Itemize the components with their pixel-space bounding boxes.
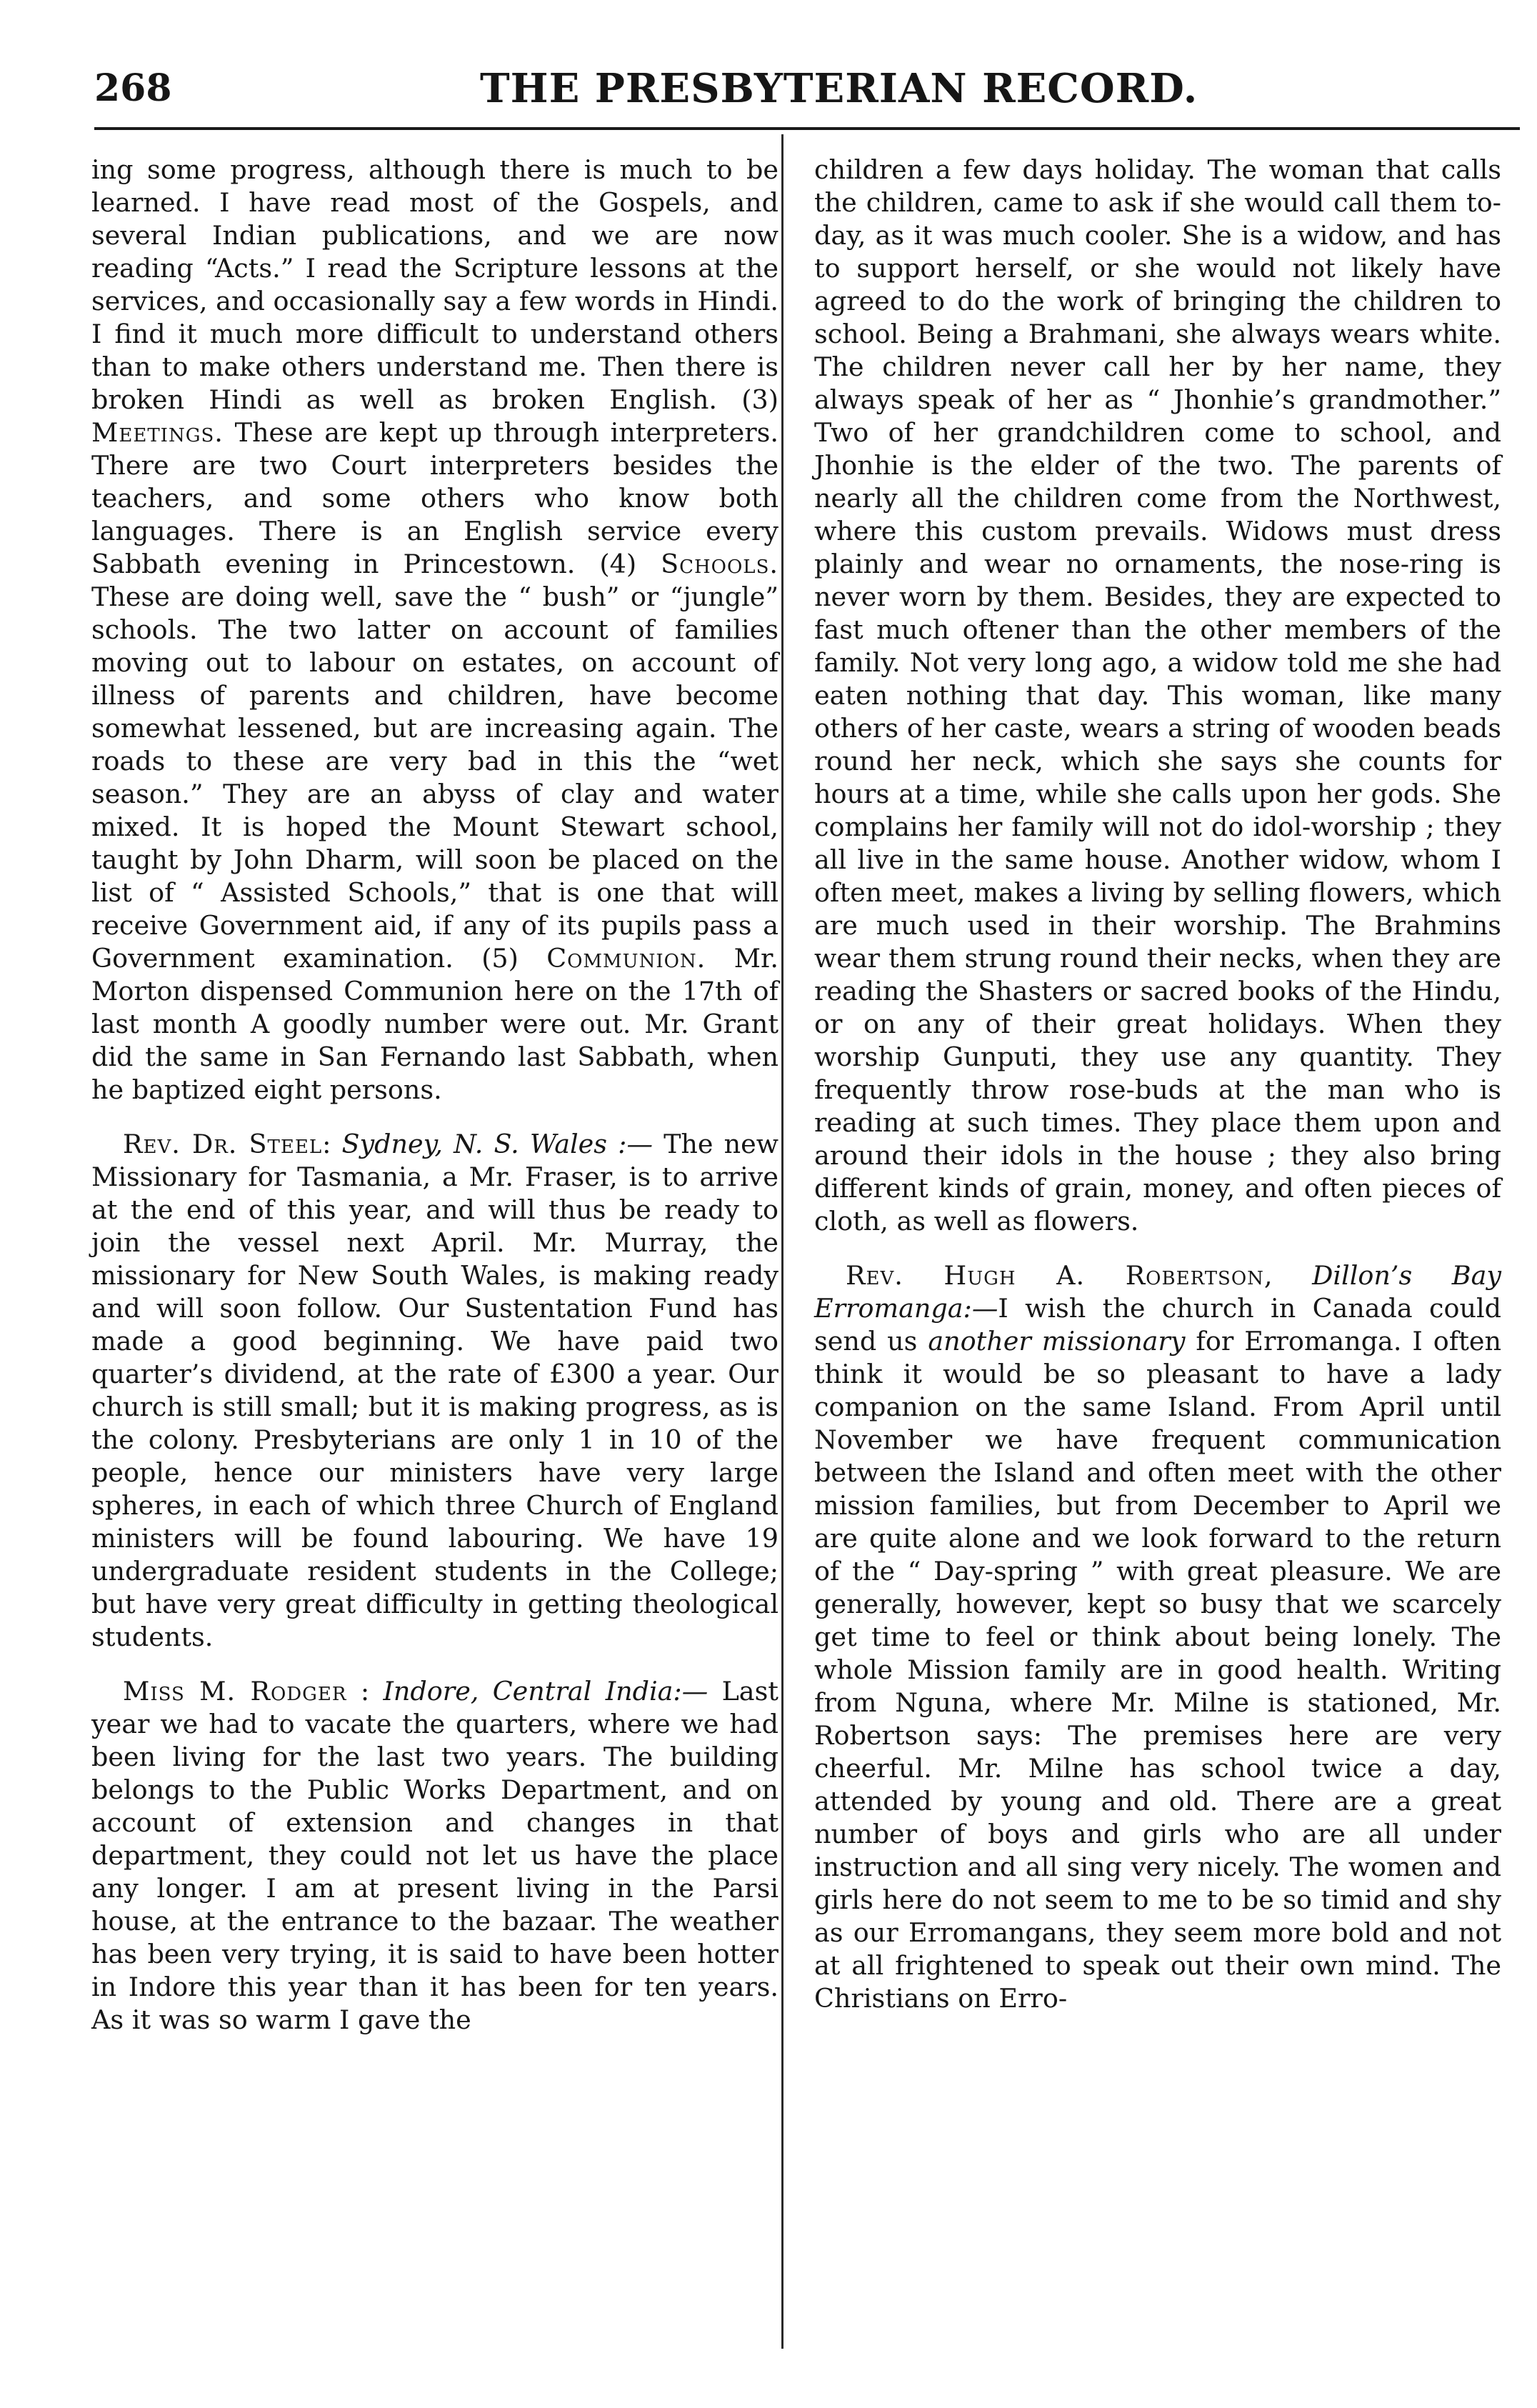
rodger-letter-continuation: children a few days holiday. The woman that calls the children, came to ask if she would call them to-day, as it was much cooler. She is a widow, and has to support herself, or she would not likely have agreed to do the work of bringing the children to school. Being a Brahmani, she always wears white. The children never call her by her name, they always speak of her as “ Jhonhie’s grandmother.” Two of her grandchildren come to school, and Jhonhie is the elder of the two. The parents of nearly all the children come from the Northwest, where this custom prevails. Widows must dress plainly and wear no ornaments, the nose-ring is never worn by them. Besides, they are expected to fast much oftener than the other members of the family. Not very long ago, a widow told me she had eaten nothing that day. This woman, like many others of her caste, wears a string of wooden beads round her neck, which she says she counts for hours at a time, while she calls upon her gods. She complains her family will not do idol-worship ; they all live in the same house. Another widow, whom I often meet, makes a living by selling flowers, which are much used in their worship. The Brahmins wear them strung round their necks, when they are reading the Shasters or sacred books of the Hindu, or on any of their great holidays. When they worship Gunputi, they use any quantity. They frequently throw rose-buds at the man who is reading at such times. They place them upon and around their idols in the house ; they also bring different kinds of grain, money, and often pieces of cloth, as well as flowers. <box>814 154 1501 1237</box>
meetings-heading: Meetings. <box>91 417 224 448</box>
paragraph-text: Mr. Morton dispensed Communion here on the 17th of last month A goodly number were out. Mr. Grant did the same in San Fernando last Sabbath, when he baptized eight persons. <box>91 943 778 1105</box>
correspondent-place: Indore, Central India:— <box>383 1676 709 1707</box>
page-header <box>94 66 1520 123</box>
correspondent-name: Rev. Hugh A. Robertson <box>846 1260 1264 1291</box>
name-separator: : <box>346 1676 384 1707</box>
left-column <box>91 154 778 2037</box>
paragraph-text: I wish the church in Canada could send us <box>814 1293 1501 1357</box>
column-divider <box>781 134 783 2349</box>
emphasis-text: another missionary <box>928 1326 1186 1357</box>
paragraph-text: These are kept up through interpreters. There are two Court interpreters besides the teachers, and some others who know both languages. There is an English service every Sabbath evening in Princestown. (4) <box>91 417 778 579</box>
rodger-letter-paragraph <box>91 1675 778 2037</box>
paragraph-text: These are doing well, save the “ bush” or “jungle” schools. The two latter on account of families moving out to labour on estates, on account of illness of parents and children, have become somewhat lessened, but are increasing again. The roads to these are very bad in this the “wet season.” They are an abyss of clay and water mixed. It is hoped the Mount Stewart school, taught by John Dharm, will soon be placed on the list of “ Assisted Schools,” that is one that will receive Government aid, if any of its pupils pass a Government examination. (5) <box>91 581 778 974</box>
right-column <box>814 154 1501 2015</box>
paragraph-text: for Erromanga. I often think it would be so pleasant to have a lady companion on the same Island. From April until November we have frequent communication between the Island and often meet with the other mission families, but from December to April we are quite alone and we look forward to the return of the “ Day-spring ” with great pleasure. We are generally, however, kept so busy that we scarcely get time to feel or think about being lonely. The whole Mission family are in good health. Writing from Nguna, where Mr. Milne is stationed, Mr. Robertson says: The premises here are very cheerful. Mr. Milne has school twice a day, attended by young and old. There are a great number of boys and girls who are all under instruction and all sing very nicely. The women and girls here do not seem to me to be so timid and shy as our Erromangans, they seem more bold and not at all frightened to speak out their own mind. The Christians on Erro- <box>814 1326 1501 2014</box>
paragraph-text: The new Missionary for Tasmania, a Mr. Fraser, is to arrive at the end of this year, and will thus be ready to join the vessel next April. Mr. Murray, the missionary for New South Wales, is making ready and will soon follow. Our Sustentation Fund has made a good beginning. We have paid two quarter’s dividend, at the rate of £300 a year. Our church is still small; but it is making progress, as is the colony. Presbyterians are only 1 in 10 of the people, hence our ministers have very large spheres, in each of which three Church of England ministers will be found labouring. We have 19 undergraduate resident students in the College; but have very great difficulty in getting theological students. <box>91 1129 779 1652</box>
steel-letter-paragraph <box>91 1128 778 1654</box>
name-separator: : <box>322 1129 342 1159</box>
running-title: THE PRESBYTERIAN RECORD. <box>480 65 1198 112</box>
correspondent-name: Miss M. Rodger <box>123 1676 347 1707</box>
trinidad-report-paragraph <box>91 154 778 1106</box>
paragraph-text: ing some progress, although there is much to be learned. I have read most of the Gospels, and several Indian publications, and we are now reading “Acts.” I read the Scripture lessons at the services, and occasionally say a few words in Hindi. I find it much more difficult to understand others than to make others understand me. Then there is broken Hindi as well as broken English. (3) <box>91 154 778 415</box>
correspondent-place: Dillon’s Bay Erromanga:— <box>814 1260 1501 1324</box>
correspondent-name: Rev. Dr. Steel <box>123 1129 323 1159</box>
paragraph-text: Last year we had to vacate the quarters, where we had been living for the last two years. The building belongs to the Public Works Department, and on account of extension and changes in that department, they could not let us have the place any longer. I am at present living in the Parsi house, at the entrance to the bazaar. The weather has been very trying, it is said to have been hotter in Indore this year than it has been for ten years. As it was so warm I gave the <box>91 1676 778 2035</box>
name-separator: , <box>1263 1260 1313 1291</box>
schools-heading: Schools. <box>661 549 778 579</box>
robertson-letter-paragraph <box>814 1259 1501 2015</box>
communion-heading: Communion. <box>546 943 706 974</box>
correspondent-place: Sydney, N. S. Wales :— <box>341 1129 653 1159</box>
header-rule <box>94 127 1520 130</box>
page-number: 268 <box>94 66 172 110</box>
